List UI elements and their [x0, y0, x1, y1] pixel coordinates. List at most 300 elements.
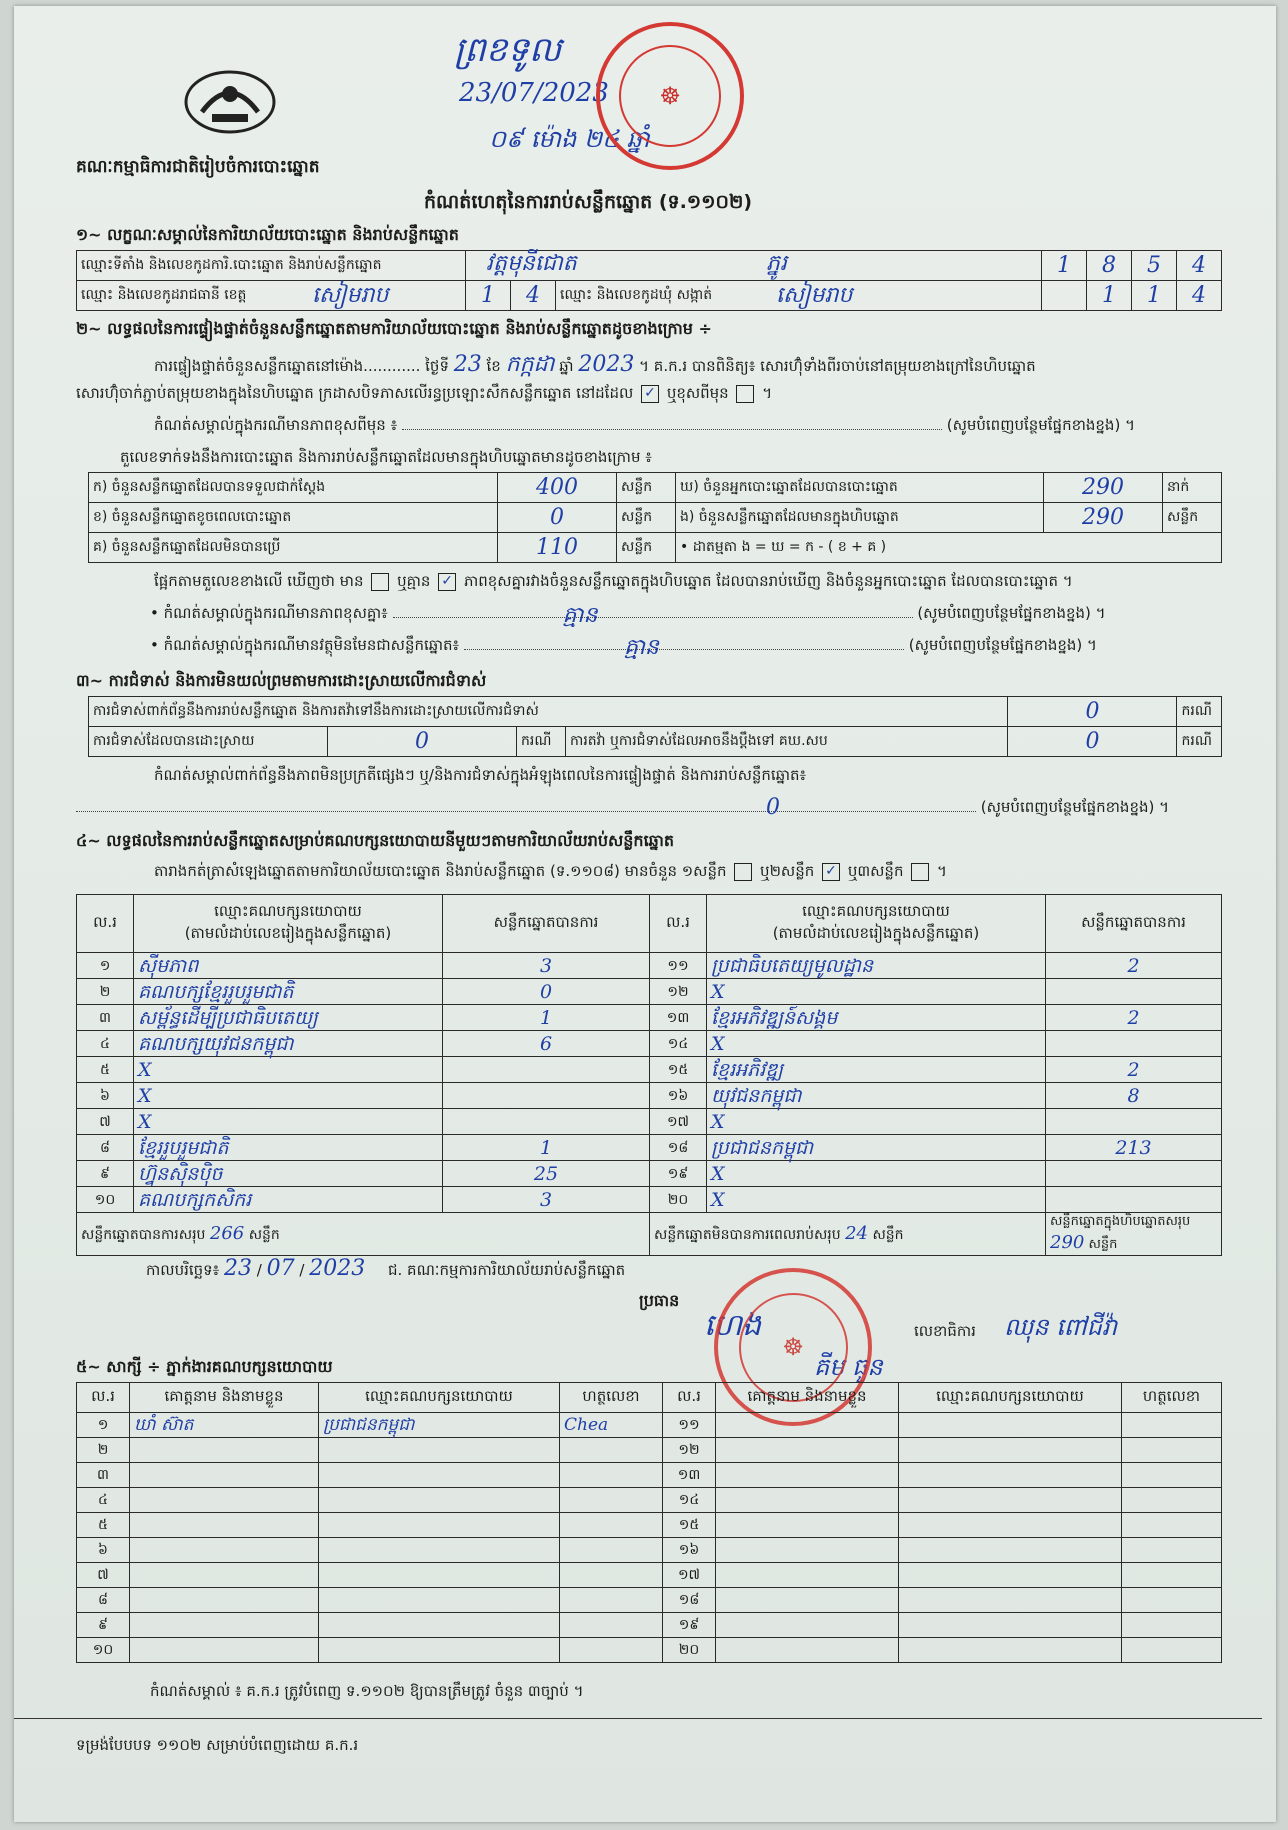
verification-line	[154, 350, 1036, 382]
note1-label: កំណត់សម្គាល់ក្នុងករណីមានភាពខុសពីមុន ៖	[154, 416, 398, 434]
result-no: ១៩	[650, 1161, 707, 1187]
witness-signature	[560, 1463, 663, 1488]
three-sheet-checkbox[interactable]	[911, 863, 929, 881]
witness-signature	[1122, 1463, 1222, 1488]
result-votes: 3	[443, 953, 650, 979]
section1-heading: ១~ លក្ខណៈសម្គាល់នៃការិយាល័យបោះឆ្នោត និងរាប់សន្លឹកឆ្នោត	[76, 225, 459, 244]
witness-row	[77, 1413, 1222, 1438]
form-title: កំណត់ហេតុនៃការរាប់សន្លឹកឆ្នោត (ទ.១១០២)	[424, 191, 753, 213]
one-sheet-checkbox[interactable]	[734, 863, 752, 881]
result-no: ៧	[77, 1109, 134, 1135]
objection-row2-value: 0	[328, 727, 517, 757]
witness-no: ២	[77, 1438, 130, 1463]
results-col-votes-right: សន្លឹកឆ្នោតបានការ	[1046, 895, 1222, 953]
section3-note: កំណត់សម្គាល់ពាក់ព័ន្ធនឹងភាពមិនប្រក្រតីផ្សេងៗ ឬ/និងការជំទាស់ក្នុងអំឡុងពេលនៃការផ្ទៀងផ្ទាត់ និងការរាប់សន្លឹកឆ្នោត៖	[154, 766, 807, 784]
witness-col-party-right: ឈ្មោះគណបក្សនយោបាយ	[899, 1383, 1122, 1413]
witness-party	[319, 1538, 560, 1563]
compare-text: ផ្អែកតាមតួលេខខាងលើ ឃើញថា មាន	[154, 572, 364, 590]
commune-value: សៀមរាប	[776, 283, 853, 308]
witness-name	[716, 1613, 899, 1638]
results-row	[77, 1057, 1222, 1083]
witness-signature	[560, 1588, 663, 1613]
witness-signature	[560, 1563, 663, 1588]
witness-col-no-right: ល.រ	[663, 1383, 716, 1413]
witness-signature	[560, 1613, 663, 1638]
results-col-no-right: ល.រ	[650, 895, 707, 953]
compare-line	[154, 572, 1073, 594]
result-no: ២	[77, 979, 134, 1005]
figure-d-unit: នាក់	[1163, 473, 1222, 503]
witness-row	[77, 1463, 1222, 1488]
witness-row	[77, 1438, 1222, 1463]
date-day: 23	[224, 1256, 253, 1281]
result-votes: 213	[1046, 1135, 1222, 1161]
bullet1-label: • កំណត់សម្គាល់ក្នុងករណីមានភាពខុសគ្នា៖	[150, 604, 388, 622]
result-no: ២០	[650, 1187, 707, 1213]
witness-no: ១៦	[663, 1538, 716, 1563]
objection-row2-label2: ការតវ៉ា ឬការជំទាស់ដែលអាចនឹងប្តឹងទៅ គឃ.សប	[566, 727, 1008, 757]
witness-name	[130, 1588, 319, 1613]
bullet2-label: • កំណត់សម្គាល់ក្នុងករណីមានវត្ថុមិនមែនជាសន្លឹកឆ្នោត៖	[150, 636, 460, 654]
witness-party	[319, 1613, 560, 1638]
figures-intro: តួលេខទាក់ទងនឹងការបោះឆ្នោត និងការរាប់សន្លឹកឆ្នោតដែលមានក្នុងហិបឆ្នោតមានដូចខាងក្រោម ៖	[120, 448, 652, 466]
results-row	[77, 1031, 1222, 1057]
verification-month: កក្កដា	[505, 352, 555, 377]
results-row	[77, 1187, 1222, 1213]
result-party: ប្រជាធិបតេយ្យមូលដ្ឋាន	[707, 953, 1046, 979]
total-invalid-unit: សន្លឹក	[872, 1226, 904, 1243]
figure-a-label: ក) ចំនួនសន្លឹកឆ្នោតដែលបានទទួលជាក់ស្តែង	[89, 473, 498, 503]
witness-row	[77, 1513, 1222, 1538]
location-digit-4: 4	[1177, 251, 1222, 281]
chair-name: គីម ធួន	[814, 1353, 883, 1381]
total-box-label: សន្លឹកឆ្នោតក្នុងហិបឆ្នោតសរុប	[1050, 1214, 1191, 1229]
result-votes: 8	[1046, 1083, 1222, 1109]
result-votes: 2	[1046, 953, 1222, 979]
witness-party	[899, 1513, 1122, 1538]
official-seal-top: ☸	[596, 22, 744, 170]
total-invalid-label: សន្លឹកឆ្នោតមិនបានការពេលរាប់សរុប	[654, 1226, 841, 1243]
date-year: 2023	[309, 1256, 366, 1281]
witness-name	[130, 1463, 319, 1488]
figure-c-unit: សន្លឹក	[617, 533, 676, 563]
location-digit-3: 5	[1132, 251, 1177, 281]
results-col-party-left-label: ឈ្មោះគណបក្សនយោបាយ	[214, 901, 362, 920]
figures-table	[88, 472, 1222, 563]
witness-name	[130, 1488, 319, 1513]
witness-no: ៧	[77, 1563, 130, 1588]
secretary-label: លេខាធិការ	[914, 1322, 976, 1340]
same-checkbox[interactable]: ✓	[641, 385, 659, 403]
section3-note-line	[76, 795, 1222, 820]
witness-signature: Chea	[560, 1413, 663, 1438]
section4-intro-text: តារាងកត់ត្រាសំឡេងឆ្នោតតាមការិយាល័យបោះឆ្នោត និងរាប់សន្លឹកឆ្នោត (ទ.១១០៨) មានចំនួន ១សន្លឹក	[154, 862, 727, 880]
total-invalid-value: 24	[845, 1222, 868, 1244]
witness-name	[716, 1413, 899, 1438]
year-label: ឆ្នាំ	[559, 357, 574, 375]
results-col-party-left-sub: (តាមលំដាប់លេខរៀងក្នុងសន្លឹកឆ្នោត)	[184, 923, 392, 942]
province-label: ឈ្មោះ និងលេខកូដរាជធានី ខេត្ត	[81, 287, 247, 303]
witness-no: ១៣	[663, 1463, 716, 1488]
result-votes: 3	[443, 1187, 650, 1213]
witness-party	[899, 1538, 1122, 1563]
commune-label: ឈ្មោះ និងលេខកូដឃុំ សង្កាត់	[560, 287, 713, 303]
verification-text-end: ។ គ.ក.រ បានពិនិត្យ៖ សោរហ៊ុំទាំងពីរចាប់នៅតម្រុយខាងក្រៅនៃហិបឆ្នោត	[639, 357, 1036, 375]
result-no: ៨	[77, 1135, 134, 1161]
witness-name	[130, 1513, 319, 1538]
verification-day: 23	[453, 352, 482, 377]
witness-name	[716, 1513, 899, 1538]
witness-party	[319, 1638, 560, 1663]
witness-no: ២០	[663, 1638, 716, 1663]
objection-row1-unit: ករណី	[1177, 697, 1222, 727]
results-row	[77, 953, 1222, 979]
figure-b-label: ខ) ចំនួនសន្លឹកឆ្នោតខូចពេលបោះឆ្នោត	[89, 503, 498, 533]
commune-digit-2: 1	[1132, 281, 1177, 311]
witness-row	[77, 1613, 1222, 1638]
witness-col-party-left: ឈ្មោះគណបក្សនយោបាយ	[319, 1383, 560, 1413]
witness-no: ១២	[663, 1438, 716, 1463]
section2-heading: ២~ លទ្ធផលនៃការផ្ទៀងផ្ទាត់ចំនួនសន្លឹកឆ្នោតតាមការិយាល័យបោះឆ្នោត និងរាប់សន្លឹកឆ្នោតដូចខាងក្រោម ÷	[76, 319, 712, 338]
lock-end: ។	[762, 384, 773, 402]
result-votes: 2	[1046, 1057, 1222, 1083]
witness-no: ១៩	[663, 1613, 716, 1638]
witness-no: ១៥	[663, 1513, 716, 1538]
total-box-value: 290	[1050, 1232, 1085, 1253]
witness-name	[716, 1538, 899, 1563]
result-votes	[443, 1109, 650, 1135]
witness-party	[899, 1563, 1122, 1588]
results-col-votes-left: សន្លឹកឆ្នោតបានការ	[443, 895, 650, 953]
note1-suffix: (សូមបំពេញបន្ថែមផ្នែកខាងខ្នង) ។	[946, 416, 1135, 434]
result-votes	[1046, 1031, 1222, 1057]
three-sheet-text: ឬ៣សន្លឹក	[847, 862, 904, 880]
witness-no: ១៤	[663, 1488, 716, 1513]
section4-heading: ៤~ លទ្ធផលនៃការរាប់សន្លឹកឆ្នោតសម្រាប់គណបក្សនយោបាយនីមួយៗតាមការិយាល័យរាប់សន្លឹកឆ្នោត	[76, 831, 675, 850]
result-votes	[443, 1083, 650, 1109]
results-col-party-left	[134, 895, 443, 953]
result-no: ៣	[77, 1005, 134, 1031]
witness-signature	[560, 1438, 663, 1463]
date-line: កាលបរិច្ឆេទ៖ 23 / 07 / 2023 ជ. គណៈកម្មការការិយាល័យរាប់សន្លឹកឆ្នោត	[146, 1256, 626, 1281]
top-handwriting-3: ០៩ ម៉ោង ២៤ ឆ្នាំ	[489, 125, 650, 153]
result-party: គណបក្សកសិករ	[134, 1187, 443, 1213]
result-no: ១២	[650, 979, 707, 1005]
witness-name	[130, 1438, 319, 1463]
witness-party	[319, 1438, 560, 1463]
witness-no: ៦	[77, 1538, 130, 1563]
objection-row2-unit2: ករណី	[1177, 727, 1222, 757]
commune-digit-3: 4	[1177, 281, 1222, 311]
result-votes: 1	[443, 1135, 650, 1161]
section5-footnote: កំណត់សម្គាល់ ៖ គ.ក.រ ត្រូវបំពេញ ទ.១១០២ ឱ្យបានត្រឹមត្រូវ ចំនួន ៣ច្បាប់ ។	[150, 1682, 584, 1700]
commune-digit-1: 1	[1087, 281, 1132, 311]
results-col-party-right-label: ឈ្មោះគណបក្សនយោបាយ	[802, 901, 950, 920]
witness-name	[716, 1488, 899, 1513]
result-party: គណបក្សខ្មែររួបរួមជាតិ	[134, 979, 443, 1005]
total-valid-value: 266	[209, 1222, 245, 1244]
section3-note-suffix: (សូមបំពេញបន្ថែមផ្នែកខាងខ្នង) ។	[980, 798, 1170, 816]
witness-no: ៨	[77, 1588, 130, 1613]
witness-party	[899, 1638, 1122, 1663]
witness-no: ១៨	[663, 1588, 716, 1613]
witness-party	[899, 1463, 1122, 1488]
results-col-party-right-sub: (តាមលំដាប់លេខរៀងក្នុងសន្លឹកឆ្នោត)	[772, 923, 980, 942]
result-no: ១១	[650, 953, 707, 979]
no-difference-checkbox[interactable]: ✓	[438, 573, 456, 591]
witness-name	[130, 1538, 319, 1563]
result-party: ស៊ីមភាព	[134, 953, 443, 979]
witness-signature	[1122, 1638, 1222, 1663]
section5-heading: ៥~ សាក្សី ÷ ភ្នាក់ងារគណបក្សនយោបាយ	[76, 1357, 333, 1376]
verification-text: ការផ្ទៀងផ្ទាត់ចំនួនសន្លឹកឆ្នោតនៅម៉ោង............ ថ្ងៃទី	[154, 357, 449, 375]
witness-name: ឃាំ ស៊ាត	[130, 1413, 319, 1438]
objection-row1-label: ការជំទាស់ពាក់ព័ន្ធនឹងការរាប់សន្លឹកឆ្នោត និងការតវ៉ាទៅនឹងការដោះស្រាយលើការជំទាស់	[89, 697, 1008, 727]
witness-col-sign-right: ហត្ថលេខា	[1122, 1383, 1222, 1413]
location-digit-1: 1	[1042, 251, 1087, 281]
witness-party	[319, 1488, 560, 1513]
witness-signature	[1122, 1613, 1222, 1638]
section4-intro	[154, 862, 947, 884]
witness-col-name-right: គោត្តនាម និងនាមខ្លួន	[716, 1383, 899, 1413]
province-digit-2: 4	[511, 281, 556, 311]
total-valid-cell	[77, 1213, 650, 1256]
result-party: X	[707, 979, 1046, 1005]
results-row	[77, 1109, 1222, 1135]
figure-c-value: 110	[498, 533, 617, 563]
changed-checkbox[interactable]	[736, 385, 754, 403]
witness-no: ៩	[77, 1613, 130, 1638]
result-no: ១៣	[650, 1005, 707, 1031]
witness-signature	[560, 1538, 663, 1563]
total-box-unit: សន្លឹក	[1088, 1237, 1118, 1252]
results-col-no-left: ល.រ	[77, 895, 134, 953]
result-party: យុវជនកម្ពុជា	[707, 1083, 1046, 1109]
result-party: X	[134, 1083, 443, 1109]
bullet2-suffix: (សូមបំពេញបន្ថែមផ្នែកខាងខ្នង) ។	[908, 636, 1097, 654]
month-label: ខែ	[486, 357, 501, 375]
date-label: កាលបរិច្ឆេទ៖	[146, 1261, 220, 1279]
verification-year: 2023	[578, 352, 635, 377]
footer-form-note: ទម្រង់បែបបទ ១១០២ សម្រាប់បំពេញដោយ គ.ក.រ	[76, 1736, 359, 1754]
witness-party	[319, 1463, 560, 1488]
total-box-cell	[1046, 1213, 1222, 1256]
result-no: ១៧	[650, 1109, 707, 1135]
bullet1-line	[150, 604, 1222, 626]
witness-table	[76, 1382, 1222, 1663]
note1-dots	[402, 429, 942, 430]
witness-party	[899, 1438, 1122, 1463]
top-handwriting-1: ព្រខទូល	[454, 30, 562, 70]
results-col-party-right	[707, 895, 1046, 953]
result-votes	[1046, 1109, 1222, 1135]
result-votes	[1046, 1187, 1222, 1213]
org-name: គណៈកម្មាធិការជាតិរៀបចំការបោះឆ្នោត	[76, 157, 320, 177]
result-party: គណបក្សយុវជនកម្ពុជា	[134, 1031, 443, 1057]
result-votes: 25	[443, 1161, 650, 1187]
result-party: ខ្មែររួបរួមជាតិ	[134, 1135, 443, 1161]
nec-logo	[182, 64, 278, 134]
lock-or-text: ឬខុសពីមុន	[666, 384, 729, 402]
figure-e-label: ង) ចំនួនសន្លឹកឆ្នោតដែលមានក្នុងហិបឆ្នោត	[676, 503, 1044, 533]
witness-row	[77, 1488, 1222, 1513]
result-party: ហ្វ៊ុនស៊ិនប៉ិច	[134, 1161, 443, 1187]
witness-no: ៣	[77, 1463, 130, 1488]
witness-name	[130, 1638, 319, 1663]
figure-d-label: ឃ) ចំនួនអ្នកបោះឆ្នោតដែលបានបោះឆ្នោត	[676, 473, 1044, 503]
result-votes: 0	[443, 979, 650, 1005]
compare-or: ឬគ្មាន	[397, 572, 431, 590]
witness-party	[899, 1613, 1122, 1638]
total-invalid-cell	[650, 1213, 1046, 1256]
result-no: ៤	[77, 1031, 134, 1057]
result-no: ១៦	[650, 1083, 707, 1109]
result-votes	[1046, 1161, 1222, 1187]
witness-row	[77, 1563, 1222, 1588]
witness-signature	[1122, 1563, 1222, 1588]
footer-divider	[14, 1718, 1262, 1719]
witness-signature	[1122, 1538, 1222, 1563]
result-party: X	[707, 1031, 1046, 1057]
result-party: X	[707, 1161, 1046, 1187]
witness-party: ប្រជាជនកម្ពុជា	[319, 1413, 560, 1438]
figure-d-value: 290	[1044, 473, 1163, 503]
witness-no: ១	[77, 1413, 130, 1438]
objection-row2-value2: 0	[1008, 727, 1177, 757]
secretary-signature: ឈុន ពៅជីវ៉ា	[1004, 1313, 1118, 1341]
result-votes: 1	[443, 1005, 650, 1031]
lock-line	[76, 384, 772, 406]
result-no: ១	[77, 953, 134, 979]
result-party: X	[707, 1187, 1046, 1213]
section4-intro-end: ។	[937, 862, 947, 880]
lock-text: សោរហ៊ុំចាក់ភ្ជាប់តម្រុយខាងក្នុងនៃហិបឆ្នោត ក្រដាសបិទភាសលើរន្ធប្រឡោះសឹកសន្លឹកឆ្នោត នៅដដែល	[76, 384, 634, 402]
witness-name	[716, 1588, 899, 1613]
witness-no: ១១	[663, 1413, 716, 1438]
figure-e-unit: សន្លឹក	[1163, 503, 1222, 533]
witness-party	[319, 1513, 560, 1538]
compare-end: ភាពខុសគ្នារវាងចំនួនសន្លឹកឆ្នោតក្នុងហិបឆ្នោត ដែលបានរាប់ឃើញ និងចំនួនអ្នកបោះឆ្នោត ដែលបានបោះឆ្នោត ។	[463, 572, 1073, 590]
bullet2-dots	[464, 635, 904, 660]
witness-no: ៥	[77, 1513, 130, 1538]
location-digit-2: 8	[1087, 251, 1132, 281]
witness-name	[130, 1563, 319, 1588]
witness-party	[899, 1588, 1122, 1613]
witness-name	[716, 1438, 899, 1463]
witness-row	[77, 1588, 1222, 1613]
objection-row2-label: ការជំទាស់ដែលបានដោះស្រាយ	[89, 727, 328, 757]
witness-party	[899, 1413, 1122, 1438]
witness-signature	[1122, 1488, 1222, 1513]
witness-col-sign-left: ហត្ថលេខា	[560, 1383, 663, 1413]
figure-a-unit: សន្លឹក	[617, 473, 676, 503]
witness-signature	[1122, 1513, 1222, 1538]
result-party: ប្រជាជនកម្ពុជា	[707, 1135, 1046, 1161]
figure-c-label: គ) ចំនួនសន្លឹកឆ្នោតដែលមិនបានប្រើ	[89, 533, 498, 563]
chair-signature: ហេង	[704, 1308, 762, 1343]
witness-row	[77, 1638, 1222, 1663]
chair-label: ប្រធាន	[639, 1291, 680, 1310]
section3-heading: ៣~ ការជំទាស់ និងការមិនយល់ព្រមតាមការដោះស្រាយលើការជំទាស់	[76, 671, 487, 690]
witness-signature	[1122, 1588, 1222, 1613]
bullet1-suffix: (សូមបំពេញបន្ថែមផ្នែកខាងខ្នង) ។	[917, 604, 1106, 622]
results-row	[77, 1005, 1222, 1031]
result-no: ១៨	[650, 1135, 707, 1161]
committee-label: ជ. គណៈកម្មការការិយាល័យរាប់សន្លឹកឆ្នោត	[388, 1261, 626, 1279]
result-party: ខ្មែរអភិវឌ្ឍ	[707, 1057, 1046, 1083]
result-votes	[443, 1057, 650, 1083]
witness-name	[716, 1638, 899, 1663]
official-seal-bottom: ☸	[714, 1268, 872, 1426]
figure-a-value: 400	[498, 473, 617, 503]
form-sheet	[14, 6, 1276, 1822]
witness-signature	[1122, 1413, 1222, 1438]
witness-party	[319, 1588, 560, 1613]
section3-dots	[76, 795, 976, 820]
objection-table	[88, 696, 1222, 757]
results-row	[77, 979, 1222, 1005]
result-votes	[1046, 979, 1222, 1005]
province-digit-1: 1	[466, 281, 511, 311]
results-table	[76, 894, 1222, 1256]
result-no: ១៤	[650, 1031, 707, 1057]
result-party: X	[707, 1109, 1046, 1135]
witness-col-no-left: ល.រ	[77, 1383, 130, 1413]
two-sheet-checkbox[interactable]: ✓	[822, 863, 840, 881]
witness-name	[716, 1563, 899, 1588]
formula: • ដាតម្មតា ង = ឃ = ក - ( ខ + គ )	[676, 533, 1222, 563]
witness-no: ៤	[77, 1488, 130, 1513]
figure-b-value: 0	[498, 503, 617, 533]
witness-no: ១០	[77, 1638, 130, 1663]
note1-line	[154, 416, 1220, 438]
objection-row1-value: 0	[1008, 697, 1177, 727]
section1-table	[76, 250, 1222, 311]
witness-signature	[560, 1638, 663, 1663]
location-label: ឈ្មោះទីតាំង និងលេខកូដការិ.បោះឆ្នោត និងរាប់សន្លឹកឆ្នោត	[77, 251, 466, 281]
witness-name	[130, 1613, 319, 1638]
figure-b-unit: សន្លឹក	[617, 503, 676, 533]
province-value: សៀមរាប	[312, 283, 389, 308]
witness-row	[77, 1538, 1222, 1563]
results-row	[77, 1135, 1222, 1161]
bullet2-value: គ្មាន	[623, 635, 659, 660]
two-sheet-text: ឬ២សន្លឹក	[760, 862, 815, 880]
has-difference-checkbox[interactable]	[371, 573, 389, 591]
results-row	[77, 1083, 1222, 1109]
result-no: ៩	[77, 1161, 134, 1187]
location-value-2: ភ្នូរ	[766, 251, 787, 276]
figure-e-value: 290	[1044, 503, 1163, 533]
result-party: សម្ព័ន្ធដើម្បីប្រជាធិបតេយ្យ	[134, 1005, 443, 1031]
objection-row2-unit: ករណី	[517, 727, 566, 757]
bullet1-value: គ្មាន	[562, 603, 598, 628]
bullet2-line	[150, 636, 1222, 658]
result-no: ១៥	[650, 1057, 707, 1083]
witness-no: ១៧	[663, 1563, 716, 1588]
bullet1-dots	[393, 603, 913, 628]
total-valid-label: សន្លឹកឆ្នោតបានការសរុប	[81, 1226, 206, 1243]
result-no: ១០	[77, 1187, 134, 1213]
top-handwriting-date: 23/07/2023	[459, 78, 609, 108]
location-value: វត្តមុនីជោត	[486, 251, 577, 276]
witness-name	[716, 1463, 899, 1488]
result-party: X	[134, 1057, 443, 1083]
witness-party	[899, 1488, 1122, 1513]
result-no: ៦	[77, 1083, 134, 1109]
total-valid-unit: សន្លឹក	[248, 1226, 280, 1243]
witness-signature	[560, 1513, 663, 1538]
